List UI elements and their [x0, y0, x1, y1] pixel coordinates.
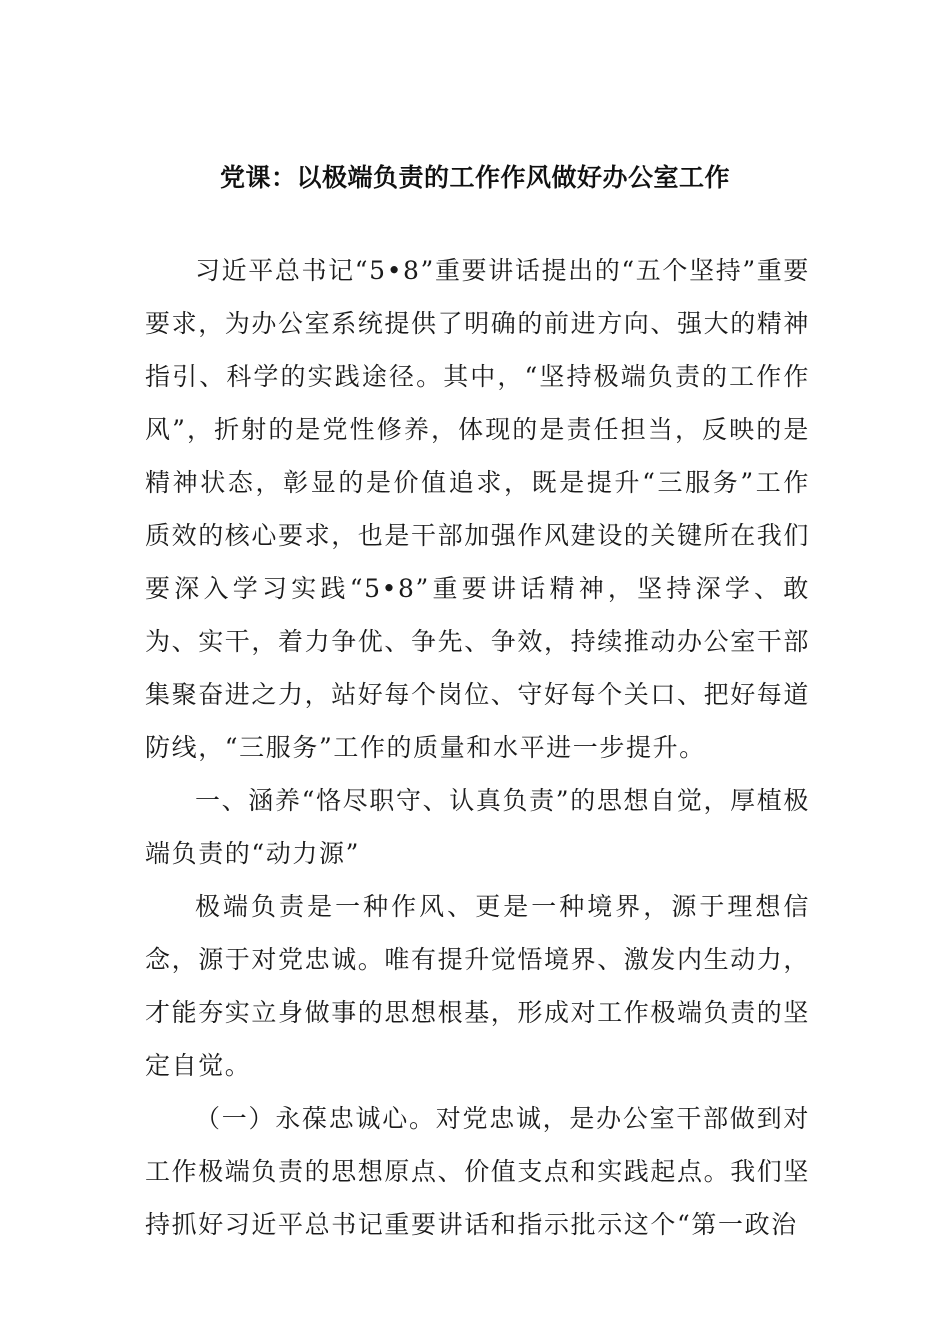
paragraph-subsection-1: （一）永葆忠诚心。对党忠诚，是办公室干部做到对工作极端负责的思想原点、价值支点和实践起点。我们坚持抓好习近平总书记重要讲话和指示批示这个“第一政治 [145, 1104, 811, 1239]
paragraph-section-1: 极端负责是一种作风、更是一种境界，源于理想信念，源于对党忠诚。唯有提升觉悟境界、激发内生动力，才能夯实立身做事的思想根基，形成对工作极端负责的坚定自觉。 [145, 892, 811, 1080]
paragraph-intro: 习近平总书记“5•8”重要讲话提出的“五个坚持”重要要求，为办公室系统提供了明确的前进方向、强大的精神指引、科学的实践途径。其中，“坚持极端负责的工作作风”，折射的是党性修养，体现的是责任担当，反映的是精神状态，彰显的是价值追求，既是提升“三服务”工作质效的核心要求，也是干部加强作风建设的关键所在我们要深入学习实践“5•8”重要讲话精神，坚持深学、敢为、实干，着力争优、争先、争效，持续推动办公室干部集聚奋进之力，站好每个岗位、守好每个关口、把好每道防线，“三服务”工作的质量和水平进一步提升。 [145, 256, 811, 762]
document-body [145, 244, 810, 1251]
section-heading-1: 一、涵养“恪尽职守、认真负责”的思想自觉，厚植极端负责的“动力源” [145, 786, 810, 868]
document-title: 党课：以极端负责的工作作风做好办公室工作 [219, 163, 730, 192]
